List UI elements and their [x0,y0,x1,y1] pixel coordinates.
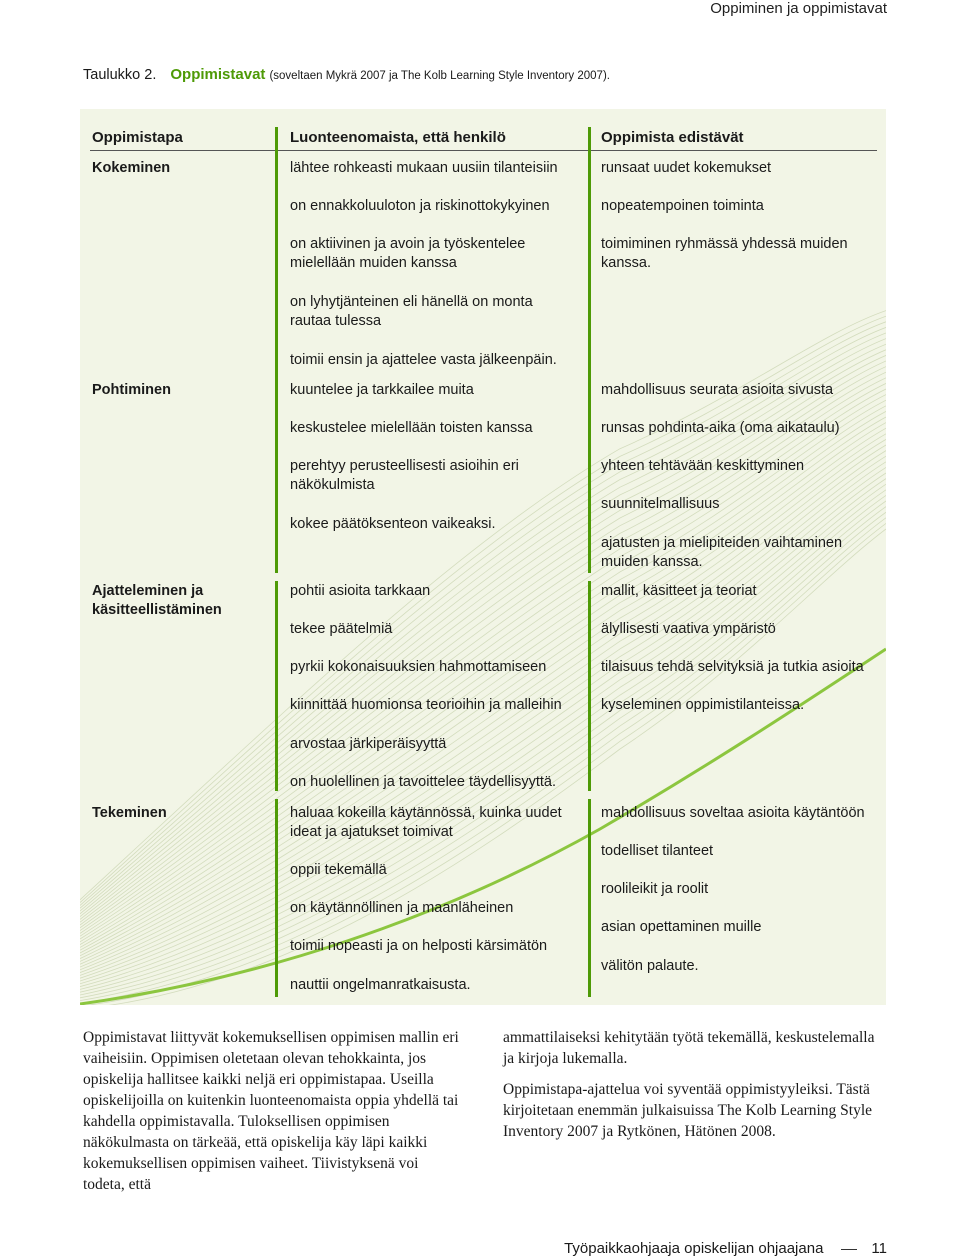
divider-bar [275,379,278,573]
trait-item: on aktiivinen ja avoin ja työskentelee mielellään muiden kanssa [290,236,526,271]
promoter-item: välitön palaute. [601,958,699,974]
table-number: Taulukko 2. [83,67,157,83]
row-style-pohtiminen: Pohtiminen [92,382,171,398]
trait-item: oppii tekemällä [290,862,387,878]
promoter-item: ajatusten ja mielipiteiden vaihtaminen muiden kanssa. [601,535,843,570]
header-oppimistapa: Oppimistapa [92,129,183,146]
row-style-ajatteleminen: Ajatteleminen ja käsitteellistäminen [92,583,222,618]
trait-item: toimii ensin ja ajattelee vasta jälkeenpäin. [290,352,557,368]
promoter-item: runsas pohdinta-aika (oma aikataulu) [601,420,840,436]
promoter-item: älyllisesti vaativa ympäristö [601,621,776,637]
divider-bar [275,581,278,791]
trait-item: toimii nopeasti ja on helposti kärsimätön [290,938,548,954]
promoter-item: runsaat uudet kokemukset [601,160,772,176]
promoter-item: mahdollisuus seurata asioita sivusta [601,382,834,398]
trait-item: lähtee rohkeasti mukaan uusiin tilanteisiin [290,160,558,176]
trait-item: pohtii asioita tarkkaan [290,583,431,599]
body-text-left [83,1027,463,1205]
promoter-item: toimiminen ryhmässä yhdessä muiden kanssa. [601,236,848,271]
trait-item: arvostaa järkiperäisyyttä [290,736,447,752]
promoter-item: todelliset tilanteet [601,843,714,859]
trait-item: on huolellinen ja tavoittelee täydellisyyttä. [290,774,556,790]
divider-bar [588,127,591,381]
header-traits: Luonteenomaista, että henkilö [290,129,506,146]
trait-item: tekee päätelmiä [290,621,393,637]
learning-styles-table [80,109,886,1005]
page-number: 11 [871,1240,887,1257]
table-source: (soveltaen Mykrä 2007 ja The Kolb Learning Style Inventory 2007). [269,70,610,82]
body-text-right [503,1027,888,1152]
header-rule [90,150,877,151]
divider-bar [275,127,278,381]
trait-item: pyrkii kokonaisuuksien hahmottamiseen [290,659,547,675]
promoter-item: suunnitelmallisuus [601,496,720,512]
running-header: Oppiminen ja oppimistavat [710,0,887,17]
divider-bar [588,379,591,573]
row-style-tekeminen: Tekeminen [92,805,167,821]
footer-title: Työpaikkaohjaaja opiskelijan ohjaajana [564,1240,824,1257]
promoter-item: yhteen tehtävään keskittyminen [601,458,805,474]
wave-line [80,501,886,995]
trait-item: on käytännöllinen ja maanläheinen [290,900,514,916]
trait-item: on ennakkoluuloton ja riskinottokykyinen [290,198,550,214]
table-title: Oppimistavat [170,66,266,83]
trait-item: keskustelee mielellään toisten kanssa [290,420,533,436]
trait-item: on lyhytjänteinen eli hänellä on monta rautaa tulessa [290,294,533,329]
trait-item: kuuntelee ja tarkkailee muita [290,382,474,398]
divider-bar [588,581,591,791]
page-footer [564,1240,887,1257]
promoter-item: mahdollisuus soveltaa asioita käytäntöön [601,805,865,821]
trait-item: kiinnittää huomionsa teorioihin ja malleihin [290,697,562,713]
divider-bar [588,799,591,997]
header-promoters: Oppimista edistävät [601,129,744,146]
body-paragraph: ammattilaiseksi kehitytään työtä tekemällä, keskustelemalla ja kirjoja lukemalla. [503,1029,875,1067]
promoter-item: kyseleminen oppimistilanteissa. [601,697,805,713]
promoter-item: mallit, käsitteet ja teoriat [601,583,757,599]
promoter-item: tilaisuus tehdä selvityksiä ja tutkia asioita [601,659,864,675]
trait-item: haluaa kokeilla käytännössä, kuinka uudet ideat ja ajatukset toimivat [290,805,562,840]
promoter-item: roolileikit ja roolit [601,881,709,897]
promoter-item: nopeatempoinen toiminta [601,198,764,214]
row-style-kokeminen: Kokeminen [92,160,171,176]
wave-line [80,417,886,953]
trait-item: kokee päätöksenteon vaikeaksi. [290,516,496,532]
trait-item: perehtyy perusteellisesti asioihin eri näkökulmista [290,458,519,493]
footer-dash [841,1249,857,1250]
trait-item: nauttii ongelmanratkaisusta. [290,977,471,993]
divider-bar [275,799,278,997]
wave-line [80,423,886,956]
body-paragraph: Oppimistapa-ajattelua voi syventää oppimistyyleiksi. Tästä kirjoitetaan enemmän julkaisuissa The Kolb Learning Style Inventory 2007 ja Rytkönen, Hätönen 2008. [503,1081,873,1140]
table-caption [83,66,610,83]
promoter-item: asian opettaminen muille [601,919,762,935]
body-paragraph: Oppimistavat liittyvät kokemuksellisen oppimisen mallin eri vaiheisiin. Oppimisen oletetaan olevan tehokkainta, jos opiskelija hallitsee kaikki neljä eri oppimistapaa. Useilla opiskelijoilla on kuitenkin luonteenomaista oppia yhdellä tai kahdella oppimistavalla. Tuloksellisen oppimisen näkökulmasta on tärkeää, että opiskelija käy läpi kaikki kokemuksellisen oppimisen vaiheet. Tiivistyksenä voi todeta, että [83,1029,459,1193]
